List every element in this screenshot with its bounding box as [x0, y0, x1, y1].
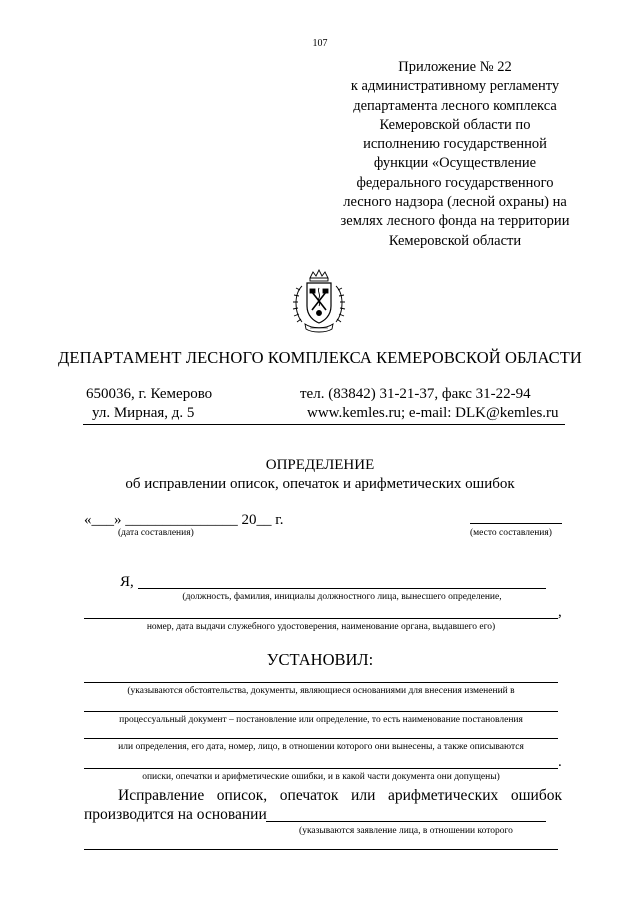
address-line-1: 650036, г. Кемерово — [86, 386, 213, 402]
appendix-line: исполнению государственной — [363, 136, 547, 153]
basis-field-line — [266, 821, 546, 822]
established-line-2 — [84, 711, 558, 712]
established-line-4 — [84, 768, 558, 769]
appendix-line: Кемеровской области по — [379, 116, 531, 133]
established-heading: УСТАНОВИЛ: — [266, 650, 374, 669]
official-field-line-2 — [84, 618, 558, 619]
comma: , — [558, 604, 562, 620]
header-divider — [83, 424, 565, 425]
appendix-line: функции «Осуществление — [373, 155, 537, 172]
appendix-line: Приложение № 22 — [398, 59, 512, 75]
page-number: 107 — [312, 38, 328, 49]
appendix-line: землях лесного фонда на территории — [340, 213, 570, 230]
established-line-3 — [84, 738, 558, 739]
address-line-2: ул. Мирная, д. 5 — [92, 405, 195, 421]
i-label: Я, — [120, 574, 134, 590]
place-field-line — [470, 523, 562, 524]
date-field: «___» _______________ 20__ г. — [84, 512, 284, 528]
established-line-1 — [84, 682, 558, 683]
official-caption-2: номер, дата выдачи служебного удостоверения, наименование органа, выдавшего его) — [146, 622, 496, 632]
appendix-line: Кемеровской области — [388, 232, 522, 249]
correction-line-2: производится на основании — [84, 806, 267, 823]
document-subtitle: об исправлении описок, опечаток и арифметических ошибок — [125, 476, 515, 492]
official-field-line — [138, 588, 546, 589]
appendix-block — [330, 58, 580, 251]
document-title: ОПРЕДЕЛЕНИЕ — [265, 457, 375, 473]
contact-phone: тел. (83842) 31-21-37, факс 31-22-94 — [300, 386, 531, 402]
kemerovo-coat-of-arms-icon — [288, 268, 350, 336]
basis-field-line-2 — [84, 849, 558, 850]
established-caption-4: описки, опечатки и арифметические ошибки, и в какой части документа они допущены) — [142, 772, 500, 782]
contact-web: www.kemles.ru; e-mail: DLK@kemles.ru — [307, 405, 559, 421]
official-caption-1: (должность, фамилия, инициалы должностного лица, вынесшего определение, — [182, 592, 502, 602]
place-caption: (место составления) — [470, 528, 552, 538]
appendix-line: лесного надзора (лесной охраны) на — [343, 194, 567, 211]
correction-line-1: Исправление описок, опечаток или арифметических ошибок — [118, 787, 562, 804]
department-name: ДЕПАРТАМЕНТ ЛЕСНОГО КОМПЛЕКСА КЕМЕРОВСКОЙ ОБЛАСТИ — [58, 348, 582, 367]
date-caption: (дата составления) — [118, 528, 194, 538]
established-caption-3: или определения, его дата, номер, лицо, в отношении которого они вынесены, а также описываются — [118, 742, 524, 752]
period: . — [558, 754, 562, 770]
correction-caption: (указываются заявление лица, в отношении которого — [299, 826, 513, 836]
appendix-line: департамента лесного комплекса — [353, 97, 557, 114]
appendix-line: федерального государственного — [356, 174, 554, 191]
established-caption-1: (указываются обстоятельства, документы, являющиеся основаниями для внесения изменений в — [127, 686, 515, 696]
established-caption-2: процессуальный документ – постановление или определение, то есть наименование постановления — [119, 715, 523, 725]
appendix-line: к административному регламенту — [350, 78, 560, 95]
